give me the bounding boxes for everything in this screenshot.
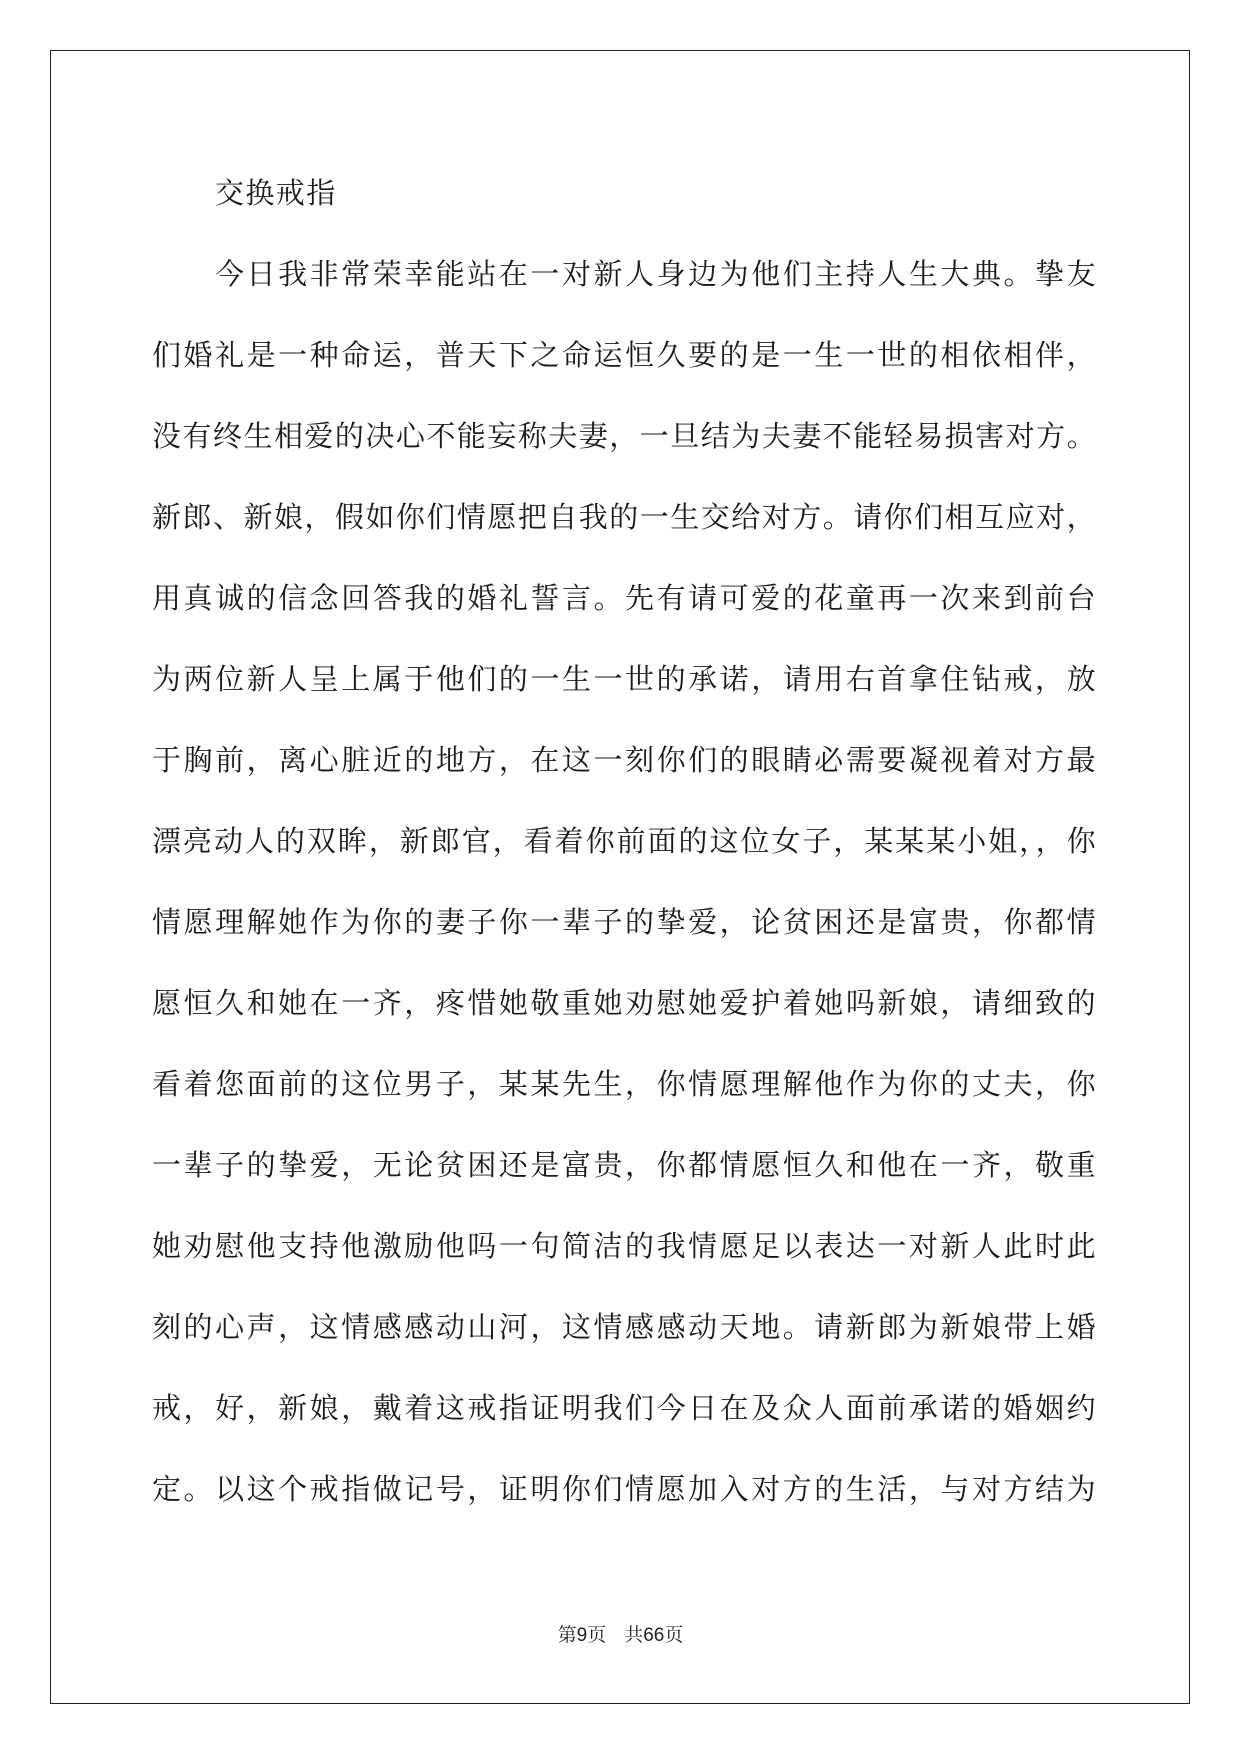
page-prefix: 第 [557, 1624, 577, 1646]
total-pages: 66 [643, 1625, 665, 1646]
section-heading: 交换戒指 [215, 176, 337, 210]
paragraph-line: 漂亮动人的双眸，新郎官，看着你前面的这位女子，某某某小姐，，你 [152, 824, 1097, 858]
paragraph-line: 刻的心声，这情感感动山河，这情感感动天地。请新郎为新娘带上婚 [152, 1310, 1097, 1344]
paragraph-line: 定。以这个戒指做记号，证明你们情愿加入对方的生活，与对方结为 [152, 1472, 1097, 1506]
paragraph-line: 为两位新人呈上属于他们的一生一世的承诺，请用右首拿住钻戒，放 [152, 662, 1097, 696]
paragraph-line: 今日我非常荣幸能站在一对新人身边为他们主持人生大典。挚友 [215, 257, 1097, 291]
paragraph-line: 她劝慰他支持他激励他吗一句简洁的我情愿足以表达一对新人此时此 [152, 1229, 1097, 1263]
page-number: 9 [576, 1625, 588, 1646]
paragraph-line: 于胸前，离心脏近的地方，在这一刻你们的眼睛必需要凝视着对方最 [152, 743, 1097, 777]
paragraph-line: 愿恒久和她在一齐，疼惜她敬重她劝慰她爱护着她吗新娘，请细致的 [152, 986, 1097, 1020]
total-prefix: 共 [624, 1624, 644, 1646]
total-suffix: 页 [664, 1624, 684, 1646]
paragraph-line: 情愿理解她作为你的妻子你一辈子的挚爱，论贫困还是富贵，你都情 [152, 905, 1097, 939]
paragraph-line: 一辈子的挚爱，无论贫困还是富贵，你都情愿恒久和他在一齐，敬重 [152, 1148, 1097, 1182]
page-footer [0, 1620, 1241, 1647]
document-body [152, 160, 1097, 1537]
paragraph-line: 新郎、新娘，假如你们情愿把自我的一生交给对方。请你们相互应对， [152, 500, 1097, 534]
paragraph-line: 们婚礼是一种命运，普天下之命运恒久要的是一生一世的相依相伴， [152, 338, 1097, 372]
paragraph-line: 看着您面前的这位男子，某某先生，你情愿理解他作为你的丈夫，你 [152, 1067, 1097, 1101]
paragraph-line: 用真诚的信念回答我的婚礼誓言。先有请可爱的花童再一次来到前台 [152, 581, 1097, 615]
page-suffix: 页 [587, 1624, 607, 1646]
paragraph-line: 没有终生相爱的决心不能妄称夫妻，一旦结为夫妻不能轻易损害对方。 [152, 419, 1097, 453]
paragraph-line: 戒，好，新娘，戴着这戒指证明我们今日在及众人面前承诺的婚姻约 [152, 1391, 1097, 1425]
